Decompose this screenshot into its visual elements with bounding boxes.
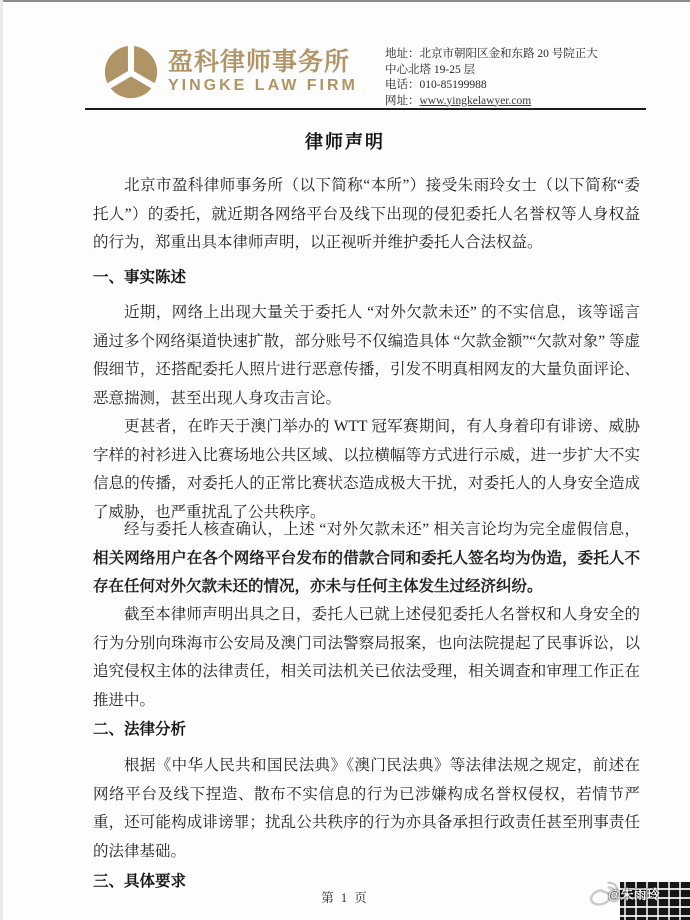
section3-heading: 三、具体要求 <box>93 873 187 890</box>
firm-name-en: YINGKE LAW FIRM <box>168 77 358 94</box>
contact-phone: 电话：010-85199988 <box>385 79 487 91</box>
scan-edge-top <box>0 0 690 2</box>
section2-paragraph-1: 根据《中华人民共和国民法典》《澳门民法典》等法律法规之规定，前述在网络平台及线下捏造、散布不实信息的行为已涉嫌构成名誉权侵权，若情节严重，还可能构成诽谤罪；扰乱公共秩序的行为亦具备承担行政责任甚至刑事责任的法律基础。 <box>93 757 640 860</box>
firm-logo <box>103 44 358 100</box>
firm-website-link[interactable]: www.yingkelawyer.com <box>419 94 532 107</box>
intro-paragraph: 北京市盈科律师事务所（以下简称“本所”）接受朱雨玲女士（以下简称“委托人”）的委托，就近期各网络平台及线下出现的侵犯委托人名誉权等人身权益的行为，郑重出具本律师声明，以正视听并维护委托人合法权益。 <box>93 177 640 251</box>
section1-paragraph-1: 近期，网络上出现大量关于委托人 “对外欠款未还” 的不实信息，该等谣言通过多个网络渠道快速扩散，部分账号不仅编造具体 “欠款金额”“欠款对象” 等虚假细节，还搭配委托人照片进行恶意传播，引发不明真相网友的大量负面评论、恶意揣测，甚至出现人身攻击言论。 <box>93 304 640 407</box>
section1-paragraph-3 <box>93 516 640 602</box>
document-title: 律师声明 <box>305 132 385 152</box>
section1-heading: 一、事实陈述 <box>93 269 187 286</box>
yingke-logo-icon <box>103 44 159 100</box>
contact-address-line1: 地址：北京市朝阳区金和东路 20 号院正大 <box>385 48 598 60</box>
section1-paragraph-2: 更甚者，在昨天于澳门举办的 WTT 冠军赛期间，有人身着印有诽谤、威胁字样的衬衫进入比赛场地公共区域、以拉横幅等方式进行示威，进一步扩大不实信息的传播，对委托人的正常比赛状态造成极大干扰，对委托人的人身安全造成了威胁，也严重扰乱了公共秩序。 <box>93 418 640 521</box>
contact-website-line <box>385 94 680 110</box>
firm-contact-block <box>385 47 680 109</box>
page-number: 第 1 页 <box>321 891 369 905</box>
section1-paragraph-3-bold: 相关网络用户在各个网络平台发布的借款合同和委托人签名均为伪造，委托人不存在任何对外欠款未还的情况，亦未与任何主体发生过经济纠纷。 <box>93 549 640 595</box>
section1-paragraph-3-normal: 经与委托人核查确认，上述 “对外欠款未还” 相关言论均为完全虚假信息， <box>124 521 640 538</box>
contact-address-line2: 中心北塔 19-25 层 <box>385 63 476 76</box>
section1-paragraph-4: 截至本律师声明出具之日，委托人已就上述侵犯委托人名誉权和人身安全的行为分别向珠海市公安局及澳门司法警察局报案，也向法院提起了民事诉讼，以追究侵权主体的法律责任，相关司法机关已依法受理，相关调查和审理工作正在推进中。 <box>93 606 640 709</box>
firm-name-cn: 盈科律师事务所 <box>168 48 351 76</box>
contact-website-label: 网址： <box>385 94 420 107</box>
letterhead-divider <box>85 108 646 110</box>
section2-heading: 二、法律分析 <box>93 721 187 738</box>
weibo-watermark-handle: @朱雨玲 <box>608 887 660 902</box>
firm-name <box>168 48 358 96</box>
